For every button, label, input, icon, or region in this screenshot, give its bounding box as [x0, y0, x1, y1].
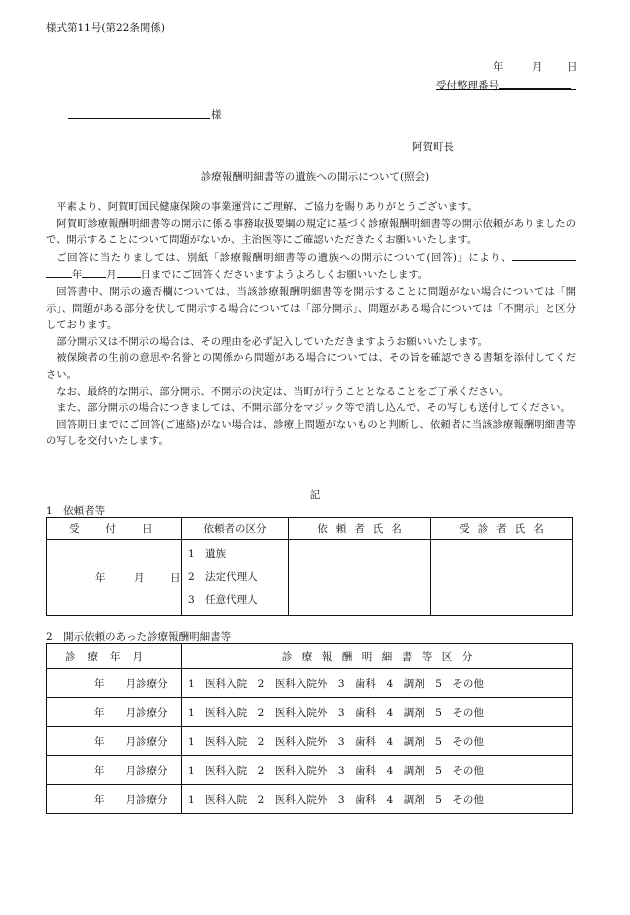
option-legal-representative[interactable]: 2 法定代理人 [188, 571, 258, 583]
header-claim-category [182, 644, 573, 669]
addressee-blank[interactable] [68, 118, 210, 119]
header-receipt-date [47, 518, 182, 540]
claims-row [47, 698, 573, 727]
reply-deadline-year: 年 [72, 269, 83, 282]
receipt-number-blank[interactable] [499, 77, 571, 89]
header-requester-name [289, 518, 431, 540]
row-year: 年 [94, 793, 105, 806]
claims-row [47, 669, 573, 698]
reply-deadline-day-blank[interactable] [117, 266, 141, 278]
treatment-month-cell[interactable] [47, 727, 182, 756]
header-treatment-month [47, 644, 182, 669]
reply-deadline-blank-a[interactable] [512, 249, 540, 261]
row-period: 月診療分 [125, 677, 168, 690]
requester-type-cell[interactable] [182, 540, 289, 616]
header-treatment-month-label: 診療年月 [65, 650, 155, 663]
row-year: 年 [94, 677, 105, 690]
paragraph-9: 回答期日までにご回答(ご連絡)がない場合は、診療上問題がないものと判断し、依頼者に当該診療報酬明細書等の写しを交付いたします。 [46, 418, 576, 448]
paragraph-8: また、部分開示の場合につきましては、不開示部分をマジック等で消し込んで、その写しも送付してください。 [56, 402, 571, 415]
form-number: 様式第11号(第22条関係) [46, 22, 165, 34]
section-1-heading: 1 依頼者等 [46, 505, 106, 517]
paragraph-2: 阿賀町診療報酬明細書等の開示に係る事務取扱要綱の規定に基づく診療報酬明細書等の開示依頼がありましたので、開示することについて問題がないか、主治医等にご確認いただきたくお願いいたします。 [46, 217, 576, 247]
treatment-month-cell[interactable] [47, 756, 182, 785]
row-period: 月診療分 [125, 764, 168, 777]
receipt-number-underline [436, 89, 576, 90]
header-requester-name-label: 依頼者氏名 [317, 523, 410, 535]
claim-category-cell[interactable]: 1 医科入院 2 医科入院外 3 歯科 4 調剤 5 その他 [182, 785, 573, 814]
treatment-month-cell[interactable] [47, 785, 182, 814]
paragraph-7: なお、最終的な開示、部分開示、不開示の決定は、当町が行うこととなることをご了承ください。 [56, 385, 510, 398]
claim-category-cell[interactable]: 1 医科入院 2 医科入院外 3 歯科 4 調剤 5 その他 [182, 698, 573, 727]
reply-deadline-blank-b[interactable] [540, 249, 576, 261]
paragraph-1: 平素より、阿賀町国民健康保険の事業運営にご理解、ご協力を賜りありがとうございます。 [56, 201, 478, 213]
section-2-heading: 2 開示依頼のあった診療報酬明細書等 [46, 631, 232, 643]
paragraph-5: 部分開示又は不開示の場合は、その理由を必ず記入していただきますようお願いいたします。 [56, 335, 488, 348]
body-text [46, 199, 576, 450]
paragraph-4: 回答書中、開示の適否欄については、当該診療報酬明細書等を開示することに問題がない場合については「開示」、問題がある部分を伏して開示する場合については「部分開示」、問題がある場合については「不開示」と区分しております。 [46, 285, 576, 332]
receipt-date-value [47, 570, 181, 586]
header-patient-name [431, 518, 573, 540]
reply-deadline-month: 月 [106, 269, 117, 282]
header-claim-category-label: 診療報酬明細書等区分 [281, 650, 482, 663]
claim-category-cell[interactable]: 1 医科入院 2 医科入院外 3 歯科 4 調剤 5 その他 [182, 756, 573, 785]
row-year: 年 [94, 706, 105, 719]
treatment-month-cell[interactable] [47, 669, 182, 698]
sender-name: 阿賀町長 [412, 141, 454, 153]
row-year: 年 [94, 764, 105, 777]
date-day: 日 [567, 61, 578, 73]
header-receipt-date-label: 受付日 [69, 523, 179, 535]
receipt-number-label: 受付整理番号 [436, 80, 499, 92]
claim-category-cell[interactable]: 1 医科入院 2 医科入院外 3 歯科 4 調剤 5 その他 [182, 669, 573, 698]
date-month: 月 [532, 61, 543, 73]
document-title: 診療報酬明細書等の遺族への開示について(照会) [200, 171, 430, 183]
paragraph-3-text-a: ご回答に当たりましては、別紙「診療報酬明細書等の遺族への開示について(回答)」により、 [56, 251, 512, 264]
header-requester-type: 依頼者の区分 [182, 518, 289, 540]
reply-deadline-month-blank[interactable] [82, 266, 106, 278]
option-bereaved-family[interactable]: 1 遺族 [188, 548, 227, 560]
receipt-date-month: 月 [134, 571, 145, 584]
paragraph-3 [46, 249, 576, 284]
row-period: 月診療分 [125, 735, 168, 748]
requester-name-cell[interactable] [289, 540, 431, 616]
claims-row [47, 785, 573, 814]
date-year: 年 [493, 61, 504, 73]
paragraph-6: 被保険者の生前の意思や名誉との関係から問題がある場合については、その旨を確認できる書類を添付してください。 [46, 352, 576, 381]
claims-row [47, 756, 573, 785]
receipt-date-day: 日 [170, 571, 181, 584]
claim-category-cell[interactable]: 1 医科入院 2 医科入院外 3 歯科 4 調剤 5 その他 [182, 727, 573, 756]
treatment-month-cell[interactable] [47, 698, 182, 727]
header-receipt-date-text [47, 521, 181, 536]
receipt-number-field[interactable] [436, 77, 571, 93]
addressee-suffix: 様 [211, 109, 222, 121]
receipt-date-cell[interactable] [47, 540, 182, 616]
row-period: 月診療分 [125, 706, 168, 719]
receipt-date-year: 年 [95, 571, 106, 584]
option-voluntary-representative[interactable]: 3 任意代理人 [188, 594, 258, 606]
ki-label: 記 [309, 489, 321, 501]
claims-table [46, 643, 573, 814]
row-year: 年 [94, 735, 105, 748]
paragraph-3-text-b: 日までにご回答くださいますようよろしくお願いいたします。 [140, 269, 429, 282]
patient-name-cell[interactable] [431, 540, 573, 616]
header-patient-name-label: 受診者氏名 [459, 523, 552, 535]
reply-deadline-year-blank[interactable] [46, 266, 72, 278]
requester-table [46, 517, 573, 616]
claims-row [47, 727, 573, 756]
row-period: 月診療分 [125, 793, 168, 806]
